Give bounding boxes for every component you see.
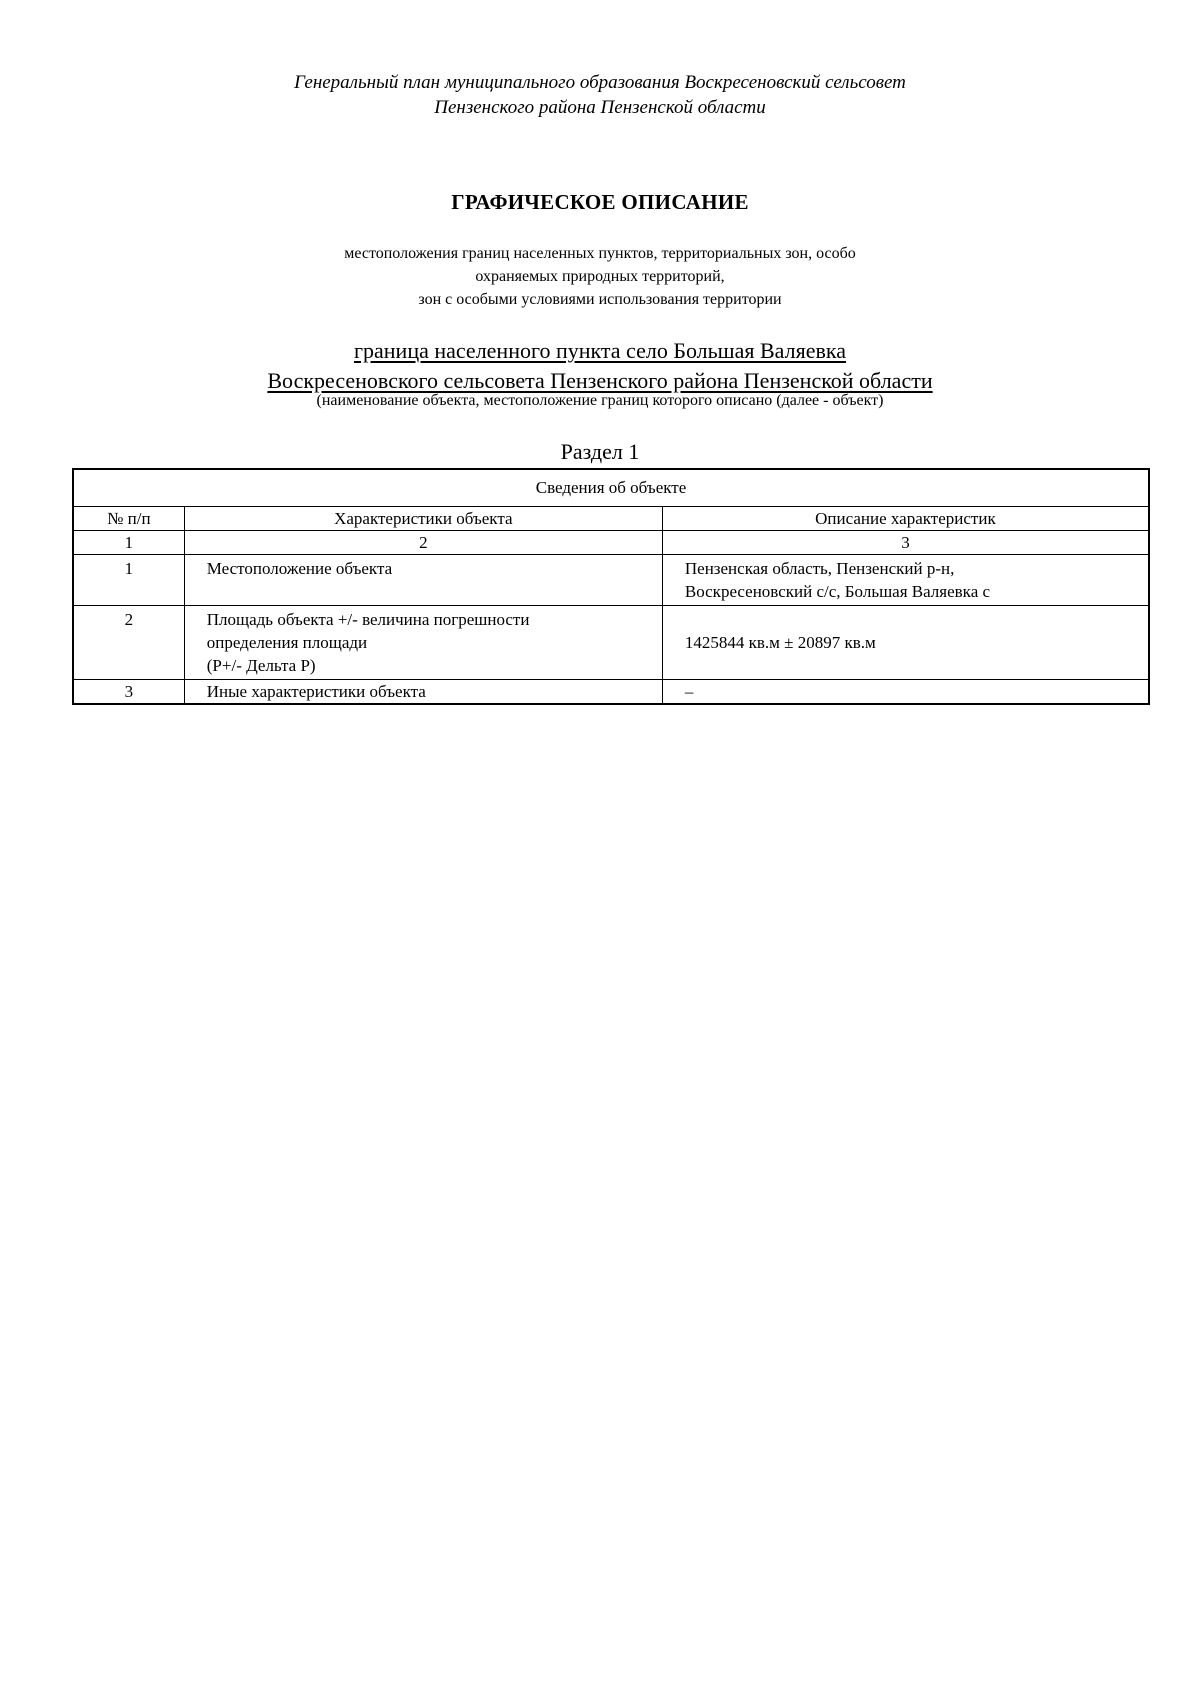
object-name-line1: граница населенного пункта село Большая Валяевка [353, 338, 847, 363]
column-header-description: Описание характеристик [662, 507, 1149, 531]
running-header-line2: Пензенского района Пензенской области [434, 97, 766, 118]
subtitle-line3: зон с особыми условиями использования территории [418, 291, 782, 308]
row-description: 1425844 кв.м ± 20897 кв.м [662, 606, 1149, 680]
row-characteristic: Местоположение объекта [184, 555, 662, 606]
row-description: Пензенская область, Пензенский р-н, Воскресеновский с/с, Большая Валяевка с [662, 555, 1149, 606]
table-row [73, 680, 1149, 705]
object-name [0, 336, 1200, 396]
column-number: 3 [662, 531, 1149, 555]
table-row [73, 606, 1149, 680]
subtitle-line1: местоположения границ населенных пунктов, территориальных зон, особо [344, 245, 856, 262]
table-header-row [73, 507, 1149, 531]
column-header-num: № п/п [73, 507, 184, 531]
table-row [73, 555, 1149, 606]
subtitle-line2: охраняемых природных территорий, [475, 268, 725, 285]
row-number: 3 [73, 680, 184, 705]
table-caption: Сведения об объекте [73, 469, 1149, 507]
row-number: 1 [73, 555, 184, 606]
row-characteristic: Площадь объекта +/- величина погрешности определения площади (Р+/- Дельта Р) [184, 606, 662, 680]
column-number: 1 [73, 531, 184, 555]
row-characteristic: Иные характеристики объекта [184, 680, 662, 705]
row-number: 2 [73, 606, 184, 680]
section-title: Раздел 1 [560, 439, 640, 464]
column-number-row [73, 531, 1149, 555]
column-header-characteristic: Характеристики объекта [184, 507, 662, 531]
document-subtitle [0, 242, 1200, 311]
running-header [0, 70, 1200, 120]
running-header-line1: Генеральный план муниципального образования Воскресеновский сельсовет [294, 72, 906, 93]
row-description: – [662, 680, 1149, 705]
object-info-table [72, 468, 1150, 705]
object-name-line2: Воскресеновского сельсовета Пензенского района Пензенской области [267, 368, 933, 393]
object-caption: (наименование объекта, местоположение границ которого описано (далее - объект) [316, 392, 884, 409]
column-number: 2 [184, 531, 662, 555]
table-caption-row [73, 469, 1149, 507]
document-title: ГРАФИЧЕСКОЕ ОПИСАНИЕ [451, 190, 749, 214]
